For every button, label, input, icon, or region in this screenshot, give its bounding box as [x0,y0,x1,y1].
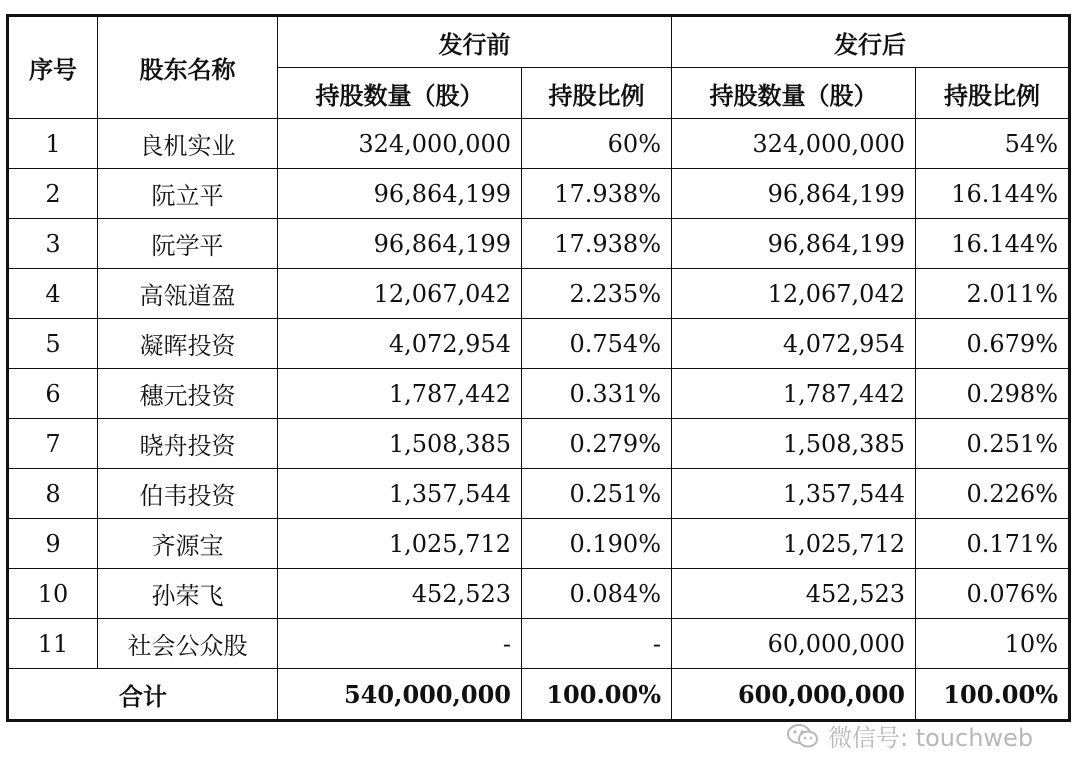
header-before-shares: 持股数量（股） [278,68,522,119]
row-before-shares: 452,523 [278,569,522,619]
row-before-shares: 1,025,712 [278,519,522,569]
row-after-shares: 4,072,954 [672,319,916,369]
row-before-ratio: 0.084% [522,569,672,619]
row-after-ratio: 0.226% [916,469,1070,519]
total-before-ratio: 100.00% [522,669,672,721]
row-after-ratio: 0.076% [916,569,1070,619]
row-before-shares: - [278,619,522,669]
row-before-shares: 4,072,954 [278,319,522,369]
row-shareholder-name: 凝晖投资 [98,319,278,369]
row-after-ratio: 0.679% [916,319,1070,369]
row-after-ratio: 2.011% [916,269,1070,319]
row-shareholder-name: 高瓴道盈 [98,269,278,319]
row-before-ratio: 17.938% [522,169,672,219]
row-before-shares: 96,864,199 [278,219,522,269]
wechat-watermark [786,718,1033,753]
wechat-icon [786,722,820,750]
row-index: 6 [8,369,98,419]
row-before-shares: 1,508,385 [278,419,522,469]
row-before-shares: 324,000,000 [278,119,522,169]
table-row [8,319,1070,369]
row-after-shares: 1,508,385 [672,419,916,469]
total-after-ratio: 100.00% [916,669,1070,721]
row-before-shares: 12,067,042 [278,269,522,319]
row-after-shares: 96,864,199 [672,169,916,219]
row-before-ratio: 0.754% [522,319,672,369]
row-after-ratio: 0.171% [916,519,1070,569]
row-index: 3 [8,219,98,269]
row-after-ratio: 0.251% [916,419,1070,469]
row-index: 7 [8,419,98,469]
shareholding-table-container [6,14,1071,722]
row-index: 5 [8,319,98,369]
table-row [8,369,1070,419]
row-shareholder-name: 良机实业 [98,119,278,169]
row-after-shares: 60,000,000 [672,619,916,669]
table-row [8,419,1070,469]
row-after-shares: 1,787,442 [672,369,916,419]
total-label: 合计 [8,669,278,721]
header-after-shares: 持股数量（股） [672,68,916,119]
watermark-text: 微信号: touchweb [828,724,1034,752]
header-after-ratio: 持股比例 [916,68,1070,119]
row-after-shares: 12,067,042 [672,269,916,319]
row-index: 4 [8,269,98,319]
row-index: 10 [8,569,98,619]
row-shareholder-name: 阮立平 [98,169,278,219]
row-after-shares: 96,864,199 [672,219,916,269]
row-before-ratio: 60% [522,119,672,169]
header-name: 股东名称 [98,16,278,119]
total-after-shares: 600,000,000 [672,669,916,721]
row-index: 8 [8,469,98,519]
total-before-shares: 540,000,000 [278,669,522,721]
row-before-shares: 1,357,544 [278,469,522,519]
row-before-ratio: 0.331% [522,369,672,419]
row-shareholder-name: 晓舟投资 [98,419,278,469]
table-row [8,469,1070,519]
row-after-ratio: 16.144% [916,169,1070,219]
table-row [8,119,1070,169]
row-before-ratio: 0.279% [522,419,672,469]
row-before-ratio: 17.938% [522,219,672,269]
row-after-shares: 324,000,000 [672,119,916,169]
row-shareholder-name: 伯韦投资 [98,469,278,519]
row-before-ratio: 0.251% [522,469,672,519]
table-row [8,269,1070,319]
header-after-issuance: 发行后 [672,16,1070,68]
table-row [8,169,1070,219]
row-shareholder-name: 孙荣飞 [98,569,278,619]
row-before-ratio: 0.190% [522,519,672,569]
row-index: 1 [8,119,98,169]
row-shareholder-name: 阮学平 [98,219,278,269]
row-index: 9 [8,519,98,569]
row-before-shares: 96,864,199 [278,169,522,219]
row-after-shares: 1,025,712 [672,519,916,569]
row-index: 11 [8,619,98,669]
table-row [8,519,1070,569]
table-row [8,569,1070,619]
row-after-ratio: 0.298% [916,369,1070,419]
row-before-ratio: 2.235% [522,269,672,319]
table-row [8,219,1070,269]
header-before-issuance: 发行前 [278,16,672,68]
row-after-ratio: 16.144% [916,219,1070,269]
row-before-shares: 1,787,442 [278,369,522,419]
row-after-shares: 1,357,544 [672,469,916,519]
header-index: 序号 [8,16,98,119]
total-row [8,669,1070,721]
row-shareholder-name: 穗元投资 [98,369,278,419]
row-after-ratio: 54% [916,119,1070,169]
row-after-ratio: 10% [916,619,1070,669]
header-row-1 [8,16,1070,68]
row-index: 2 [8,169,98,219]
header-before-ratio: 持股比例 [522,68,672,119]
shareholding-table [6,14,1071,722]
row-shareholder-name: 社会公众股 [98,619,278,669]
row-after-shares: 452,523 [672,569,916,619]
table-row [8,619,1070,669]
row-shareholder-name: 齐源宝 [98,519,278,569]
table-body [8,119,1070,721]
row-before-ratio: - [522,619,672,669]
